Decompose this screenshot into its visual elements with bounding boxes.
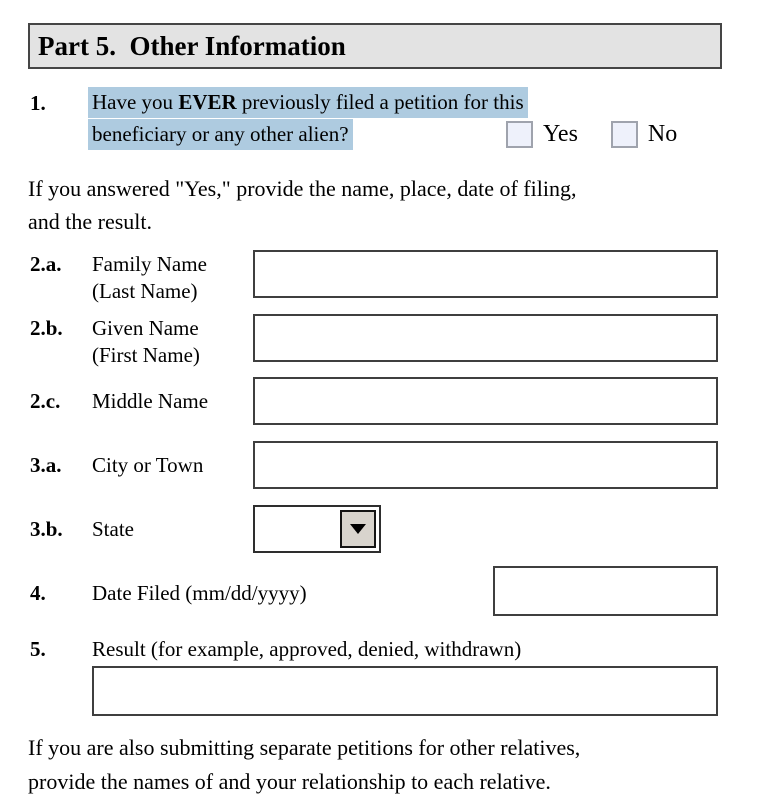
field-2a-number: 2.a. xyxy=(30,252,62,276)
field-2a-label: Family Name (Last Name) xyxy=(92,252,207,303)
family-name-input[interactable] xyxy=(253,250,718,298)
part-title: Part 5. Other Information xyxy=(38,30,346,61)
date-filed-input[interactable] xyxy=(493,566,718,616)
field-3b-number: 3.b. xyxy=(30,517,63,541)
footer-line1: If you are also submitting separate petitions for other relatives, xyxy=(28,735,581,760)
footer-paragraph xyxy=(28,731,580,799)
state-dropdown-button[interactable] xyxy=(340,510,376,548)
chevron-down-icon xyxy=(350,524,366,534)
footer-line2: provide the names of and your relationship to each relative. xyxy=(28,769,551,794)
instruction-paragraph xyxy=(28,172,576,238)
result-input[interactable] xyxy=(92,666,718,716)
yes-label: Yes xyxy=(543,121,578,147)
no-checkbox[interactable] xyxy=(611,121,638,148)
question-1-line2: beneficiary or any other alien? xyxy=(88,119,353,150)
question-1-text xyxy=(88,86,568,150)
instruction-line2: and the result. xyxy=(28,209,153,234)
part-header xyxy=(28,23,722,69)
no-label: No xyxy=(647,121,678,147)
state-select[interactable] xyxy=(253,505,381,553)
question-1-ever: EVER xyxy=(178,90,237,114)
instruction-line1: If you answered "Yes," provide the name, place, date of filing, xyxy=(28,176,577,201)
middle-name-input[interactable] xyxy=(253,377,718,425)
field-5-label: Result (for example, approved, denied, withdrawn) xyxy=(92,637,522,661)
field-3b-label: State xyxy=(92,517,134,541)
field-2b-number: 2.b. xyxy=(30,316,63,340)
field-2b-label: Given Name (First Name) xyxy=(92,316,200,367)
question-1-line1: Have you EVER previously filed a petition for this xyxy=(88,87,528,118)
field-3a-label: City or Town xyxy=(92,453,204,477)
question-1-number: 1. xyxy=(30,91,46,115)
field-2c-number: 2.c. xyxy=(30,389,61,413)
field-2c-label: Middle Name xyxy=(92,389,209,413)
field-3a-number: 3.a. xyxy=(30,453,62,477)
field-4-number: 4. xyxy=(30,581,46,605)
given-name-input[interactable] xyxy=(253,314,718,362)
field-5-number: 5. xyxy=(30,637,46,661)
question-1-yesno-group xyxy=(506,121,677,148)
city-or-town-input[interactable] xyxy=(253,441,718,489)
field-4-label: Date Filed (mm/dd/yyyy) xyxy=(92,581,307,605)
yes-checkbox[interactable] xyxy=(506,121,533,148)
